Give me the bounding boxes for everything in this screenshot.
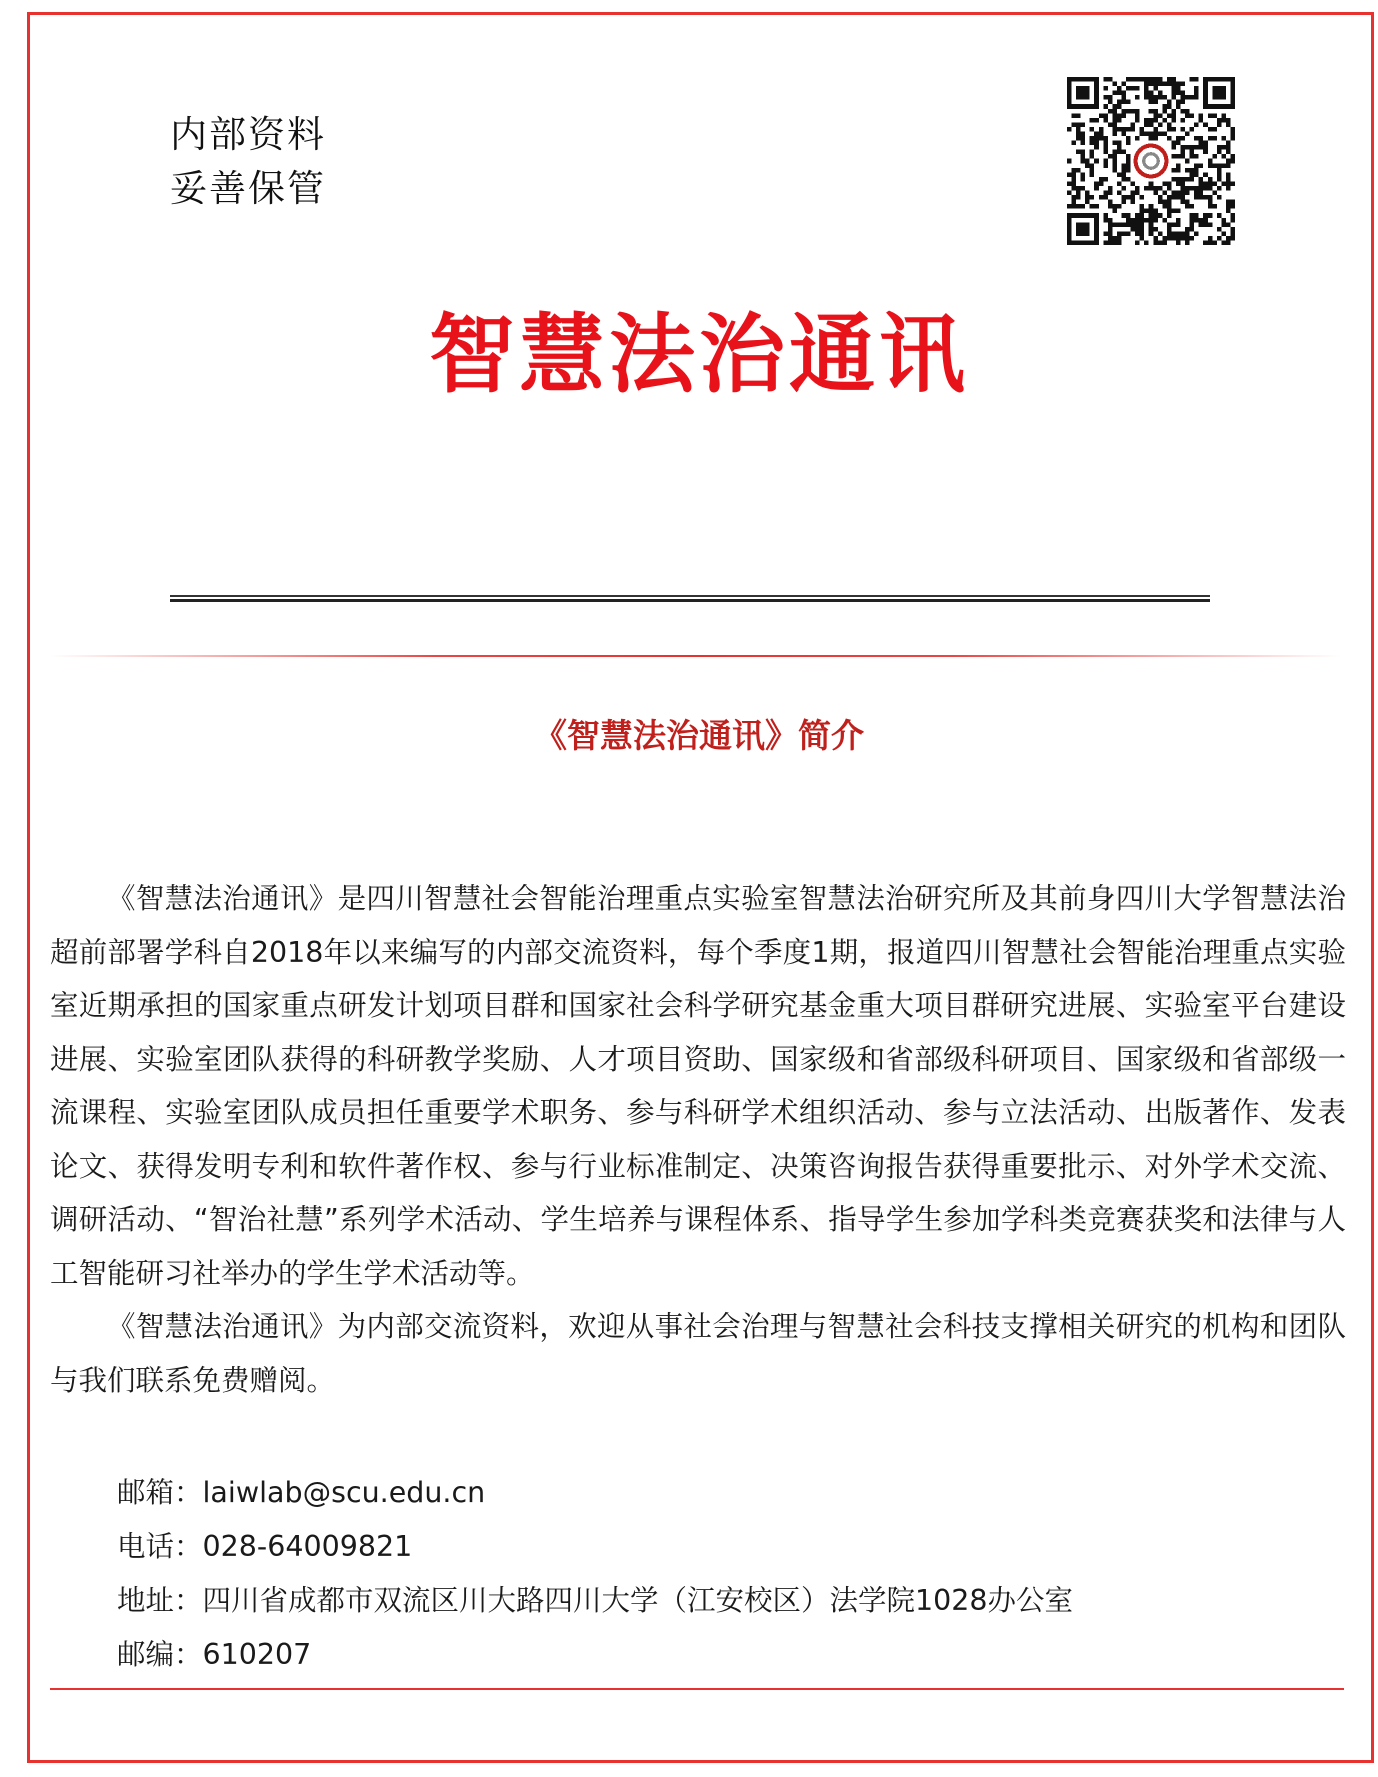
contact-email-row: [117, 1466, 1073, 1520]
phone-value: 028-64009821: [202, 1530, 413, 1563]
intro-paragraph: 《智慧法治通讯》是四川智慧社会智能治理重点实验室智慧法治研究所及其前身四川大学智慧法治超前部署学科自2018年以来编写的内部交流资料，每个季度1期，报道四川智慧社会智能治理重点实验室近期承担的国家重点研发计划项目群和国家社会科学研究基金重大项目群研究进展、实验室平台建设进展、实验室团队获得的科研教学奖励、人才项目资助、国家级和省部级科研项目、国家级和省部级一流课程、实验室团队成员担任重要学术职务、参与科研学术组织活动、参与立法活动、出版著作、发表论文、获得发明专利和软件著作权、参与行业标准制定、决策咨询报告获得重要批示、对外学术交流、调研活动、“智治社慧”系列学术活动、学生培养与课程体系、指导学生参加学科类竞赛获奖和法律与人工智能研习社举办的学生学术活动等。: [50, 882, 1346, 1290]
qr-code-graphic: [1067, 77, 1235, 245]
qr-code-icon: [1067, 77, 1235, 245]
intro-paragraph: 《智慧法治通讯》为内部交流资料，欢迎从事社会治理与智慧社会科技支撑相关研究的机构和团队与我们联系免费赠阅。: [50, 1310, 1346, 1397]
qr-center-logo: [1133, 143, 1169, 179]
address-label: 地址：: [117, 1584, 203, 1617]
newsletter-title: 智慧法治通讯: [429, 305, 969, 405]
tag-line-keep-safe: 妥善保管: [170, 167, 326, 210]
qr-finder-bottom-left: [1067, 213, 1099, 245]
section-divider: [50, 655, 1340, 657]
postcode-value: 610207: [202, 1638, 312, 1671]
section-heading: 《智慧法治通讯》简介: [534, 716, 864, 755]
postcode-label: 邮编：: [117, 1638, 203, 1671]
email-label: 邮箱：: [117, 1476, 203, 1509]
contact-phone-row: [117, 1520, 1073, 1574]
footer-divider: [50, 1688, 1344, 1690]
confidential-tag: [170, 108, 326, 216]
contact-info: [117, 1466, 1073, 1682]
phone-label: 电话：: [117, 1530, 203, 1563]
tag-line-internal: 内部资料: [170, 113, 326, 156]
qr-finder-top-right: [1203, 77, 1235, 109]
qr-finder-top-left: [1067, 77, 1099, 109]
contact-address-row: [117, 1574, 1073, 1628]
address-value: 四川省成都市双流区川大路四川大学（江安校区）法学院1028办公室: [202, 1584, 1074, 1617]
title-divider: [170, 595, 1210, 602]
email-value[interactable]: laiwlab@scu.edu.cn: [202, 1476, 486, 1509]
contact-postcode-row: [117, 1628, 1073, 1682]
intro-body: [50, 872, 1346, 1407]
